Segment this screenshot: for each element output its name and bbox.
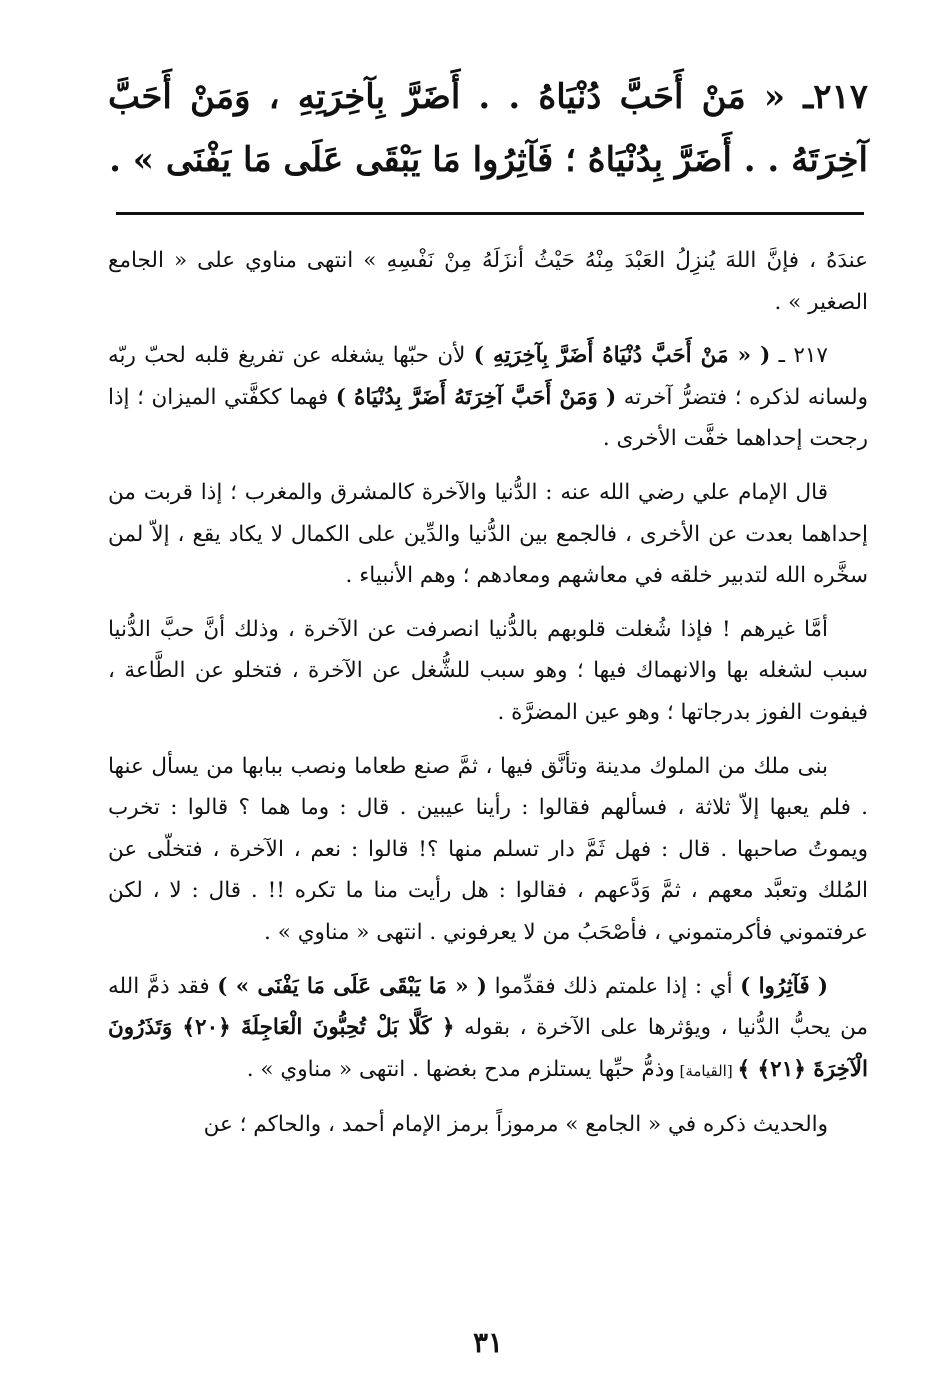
hadith-body: « مَنْ أَحَبَّ دُنْيَاهُ . . أَضَرَّ بِآخِرَتِهِ ، وَمَنْ أَحَبَّ آخِرَتَهُ . . أَضَرَّ بِدُنْيَاهُ ؛ فَآثِرُوا مَا يَبْقَى عَلَى مَا يَفْنَى » . xyxy=(108,77,868,180)
hadith-text xyxy=(108,66,868,192)
book-page xyxy=(108,66,869,1359)
verse-reference: [القيامة] xyxy=(674,1061,738,1080)
commentary-paragraph-1: عندَهُ ، فإنَّ اللهَ يُنزِلُ العَبْدَ مِنْهُ حَيْثُ أنزَلَهُ مِنْ نَفْسِهِ » انتهى مناوي على « الجامع الصغير » . xyxy=(108,248,868,315)
commentary-paragraph-5: بنى ملك من الملوك مدينة وتأنَّق فيها ، ثمَّ صنع طعاما ونصب ببابها من يسأل عنها . فلم يعبها إلاّ ثلاثة ، فسألهم فقالوا : رأينا عيبين . قال : وما هما ؟ قالوا : تخرب ويموتُ صاحبها . قال : فهل ثَمَّ دار تسلم منها ؟! قالوا : نعم ، الآخرة ، فتخلّى عن المُلك وتعبَّد معهم ، ثمَّ وَدَّعهم ، فقالوا : هل رأيت منا ما تكره !! . قال : لا ، لكن عرفتموني فأكرمتموني ، فأصْحَبُ من لا يعرفوني . انتهى « مناوي » . xyxy=(108,753,868,945)
commentary-text: فهما ككفَّتي الميزان ؛ إذا رجحت إحداهما خفَّت الأخرى . xyxy=(108,384,868,452)
quoted-phrase: ( وَمَنْ أَحَبَّ آخِرَتَهُ أَضَرَّ بِدُنْيَاهُ ) xyxy=(335,384,617,410)
commentary-paragraph-3: قال الإمام علي رضي الله عنه : الدُّنيا والآخرة كالمشرق والمغرب ؛ إذا قربت من إحداهما بعدت عن الأخرى ، فالجمع بين الدُّنيا والدِّين على الكمال لا يكاد يقع ، إلاّ لمن سخَّره الله لتدبير خلقه في معاشهم ومعادهم ؛ وهم الأنبياء . xyxy=(108,479,868,589)
quran-verse: ﴿ كَلَّا بَلْ تُحِبُّونَ الْعَاجِلَةَ ﴿٢٠﴾ وَتَذَرُونَ الْآخِرَةَ ﴿٢١﴾ ﴾ xyxy=(108,1015,868,1082)
commentary-number: ٢١٧ ـ xyxy=(778,343,828,369)
quoted-phrase: ( « مَنْ أَحَبَّ دُنْيَاهُ أَضَرَّ بِآخِرَتِهِ ) xyxy=(473,343,771,369)
commentary xyxy=(108,240,868,1158)
separator-rule xyxy=(116,212,864,215)
commentary-text: وذمُّ حبِّها يستلزم مدح بغضها . انتهى « مناوي » . xyxy=(246,1056,675,1082)
quoted-phrase: ( « مَا يَبْقَى عَلَى مَا يَفْنَى » ) xyxy=(217,973,487,999)
commentary-paragraph-7: والحديث ذكره في « الجامع » مرموزاً برمز الإمام أحمد ، والحاكم ؛ عن xyxy=(203,1112,828,1138)
commentary-text: أي : إذا علمتم ذلك فقدِّموا xyxy=(486,973,741,999)
commentary-paragraph-4: أمَّا غيرهم ! فإذا شُغلت قلوبهم بالدُّنيا انصرفت عن الآخرة ، وذلك أنَّ حبَّ الدُّنيا سبب لشغله بها والانهماك فيها ؛ وهو سبب للشُّغل عن الآخرة ، فتخلو عن الطَّاعة ، فيفوت الفوز بدرجاتها ؛ وهو عين المضرَّة . xyxy=(108,616,868,725)
hadith-number: ٢١٧ـ xyxy=(803,77,868,117)
commentary-text: فقد ذمَّ الله من يحبُّ الدُّنيا ، ويؤثرها على الآخرة ، بقوله xyxy=(108,973,868,1041)
page-number: ٣١ xyxy=(472,1326,504,1359)
commentary-paragraph-6 xyxy=(108,966,868,1093)
commentary-text: لأن حبّها يشغله عن تفريغ قلبه لحبّ ربّه ولسانه لذكره ؛ فتضرُّ آخرته xyxy=(108,343,869,410)
commentary-paragraph-2 xyxy=(108,335,868,460)
quoted-phrase: ( فَآثِرُوا ) xyxy=(740,973,829,999)
